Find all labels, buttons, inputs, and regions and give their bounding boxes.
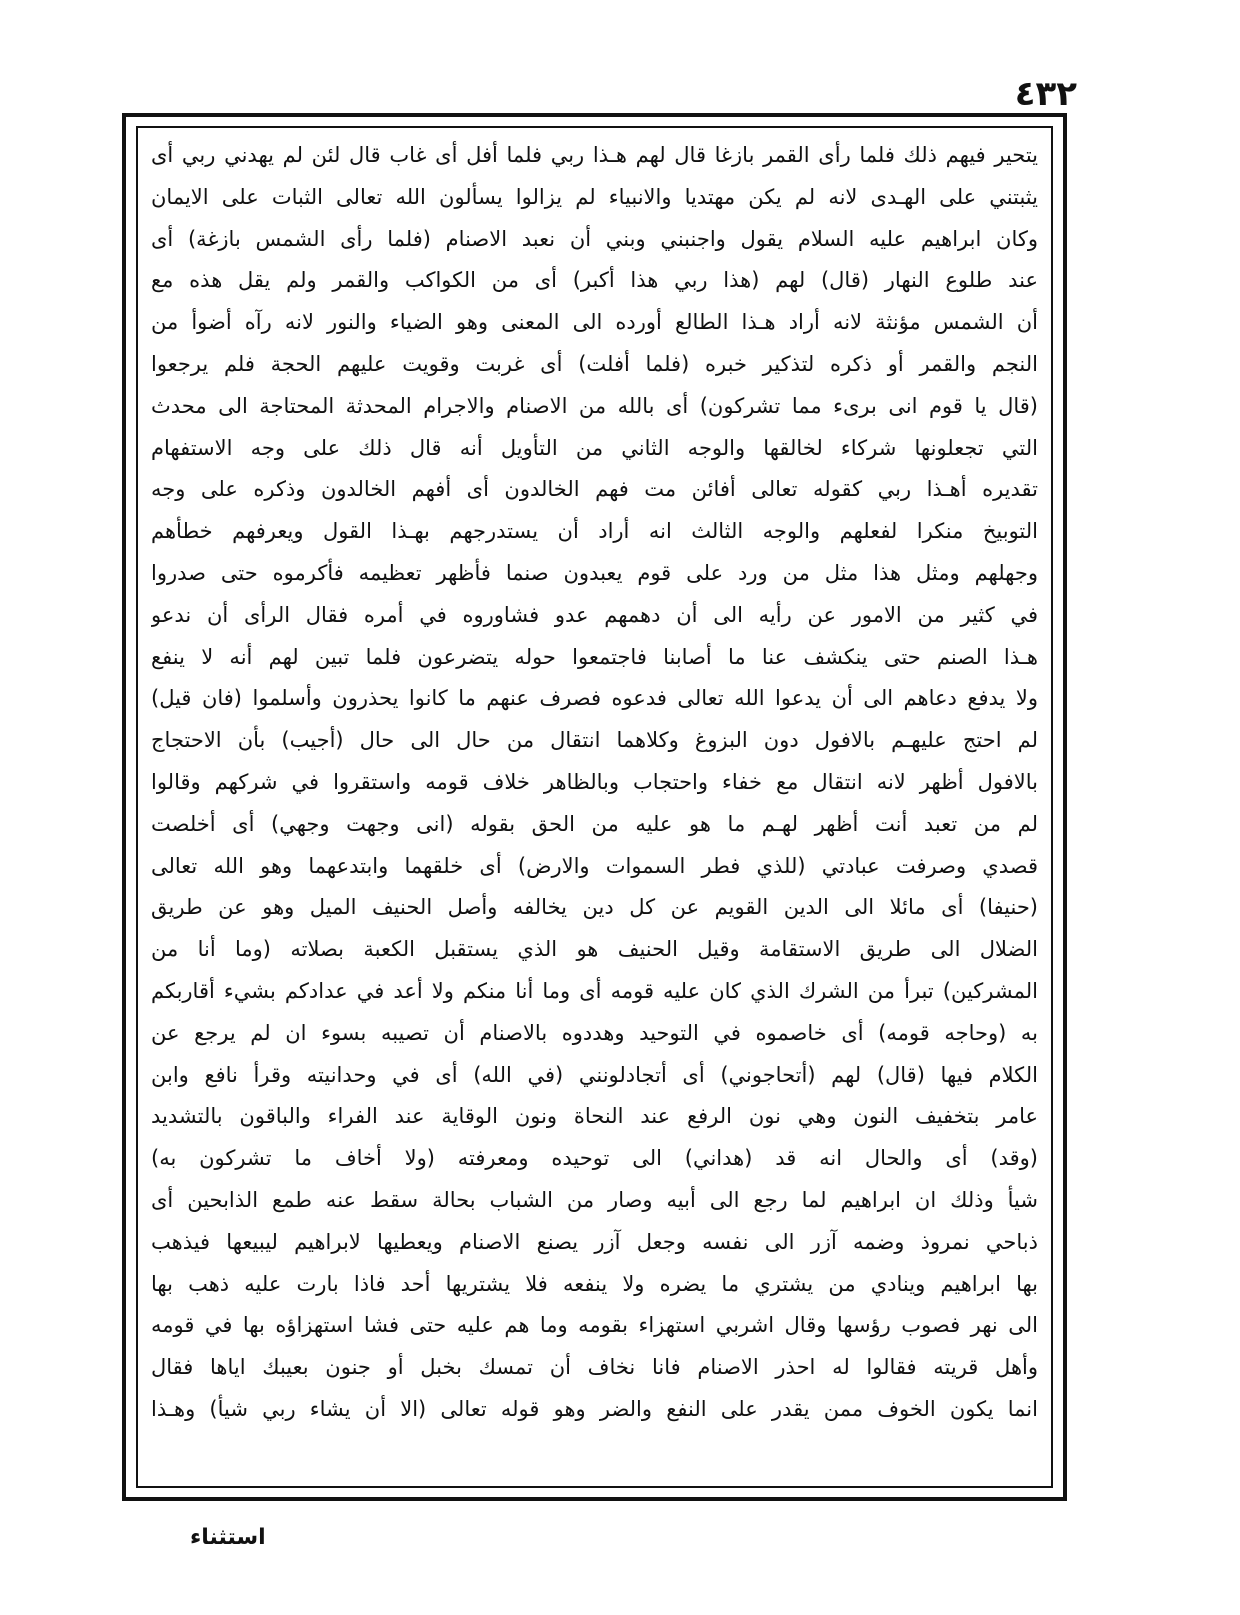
text-line: وكان ابراهيم عليه السلام يقول واجنبني وبني أن نعبد الاصنام (فلما رأى الشمس بازغة) أى [151,226,1038,251]
text-line: قصدي وصرفت عبادتي (للذي فطر السموات والارض) أى خلقهما وابتدعهما وهو الله تعالى [151,853,1038,878]
main-text-block [151,135,1038,1485]
text-line: في كثير من الامور عن رأيه الى أن دهمهم عدو فشاوروه في أمره فقال الرأى أن ندعو [151,602,1038,627]
text-line: بالافول أظهر لانه انتقال مع خفاء واحتجاب وبالظاهر خلاف قومه واستقروا في شركهم وقالوا [151,769,1038,794]
text-line: ذباحي نمروذ وضمه آزر الى نفسه وجعل آزر يصنع الاصنام ويعطيها لابراهيم ليبيعها فيذهب [151,1229,1038,1254]
text-line: به (وحاجه قومه) أى خاصموه في التوحيد وهددوه بالاصنام أن تصيبه بسوء ان لم يرجع عن [151,1020,1038,1045]
text-line: عامر بتخفيف النون وهي نون الرفع عند النحاة ونون الوقاية عند الفراء والباقون بالتشديد [151,1104,1038,1129]
text-line: الى نهر فصوب رؤسها وقال اشربي استهزاء بقومه وما هم عليه حتى فشا استهزاؤه بها في قومه [151,1313,1038,1338]
text-line: الكلام فيها (قال) لهم (أتحاجوني) أى أتجادلونني (في الله) أى في وحدانيته وقرأ نافع وابن [151,1062,1038,1087]
text-line: لم احتج عليهـم بالافول دون البزوغ وكلاهما انتقال من حال الى حال (أجيب) بأن الاحتجاج [151,728,1038,753]
text-line: الضلال الى طريق الاستقامة وقيل الحنيف هو الذي يستقبل الكعبة بصلاته (وما أنا من [151,937,1038,962]
text-line: ولا يدفع دعاهم الى أن يدعوا الله تعالى فدعوه فصرف عنهم ما كانوا يحذرون وأسلموا (فان قيل) [151,686,1038,711]
text-line: (وقد) أى والحال انه قد (هداني) الى توحيده ومعرفته (ولا أخاف ما تشركون به) [151,1146,1038,1171]
text-line: شيأ وذلك ان ابراهيم لما رجع الى أبيه وصار من الشباب بحالة سقط عنه طمع الذابحين أى [151,1187,1038,1212]
text-line: هـذا الصنم حتى ينكشف عنا ما أصابنا فاجتمعوا حوله يتضرعون فلما تبين لهم أنه لا ينفع [151,644,1038,669]
page-number: ٤٣٢ [1014,74,1077,114]
text-line: التوبيخ منكرا لفعلهم والوجه الثالث انه أراد أن يستدرجهم بهـذا القول ويعرفهم خطأهم [151,519,1038,544]
text-line: عند طلوع النهار (قال) لهم (هذا ربي هذا أكبر) أى من الكواكب والقمر ولم يقل هذه مع [151,268,1038,293]
text-line: أن الشمس مؤنثة لانه أراد هـذا الطالع أورده الى المعنى وهو الضياء والنور لانه رآه أضوأ من [151,310,1038,335]
text-line: وجهلهم ومثل هذا مثل من ورد على قوم يعبدون صنما فأظهر تعظيمه فأكرموه حتى صدروا [151,560,1038,585]
text-line: المشركين) تبرأ من الشرك الذي كان عليه قومه أى وما أنا منكم ولا أعد في عدادكم بشيء أقاربكم [151,978,1038,1003]
text-line: لم من تعبد أنت أظهر لهـم ما هو عليه من الحق بقوله (انى وجهت وجهي) أى أخلصت [151,811,1038,836]
page-border-outer [122,113,1067,1501]
text-line: النجم والقمر أو ذكره لتذكير خبره (فلما أفلت) أى غربت وقويت عليهم الحجة فلم يرجعوا [151,351,1038,376]
text-line: يثبتني على الهـدى لانه لم يكن مهتديا والانبياء لم يزالوا يسألون الله تعالى الثبات على الايمان [151,184,1038,209]
text-line: بها ابراهيم وينادي من يشتري ما يضره ولا ينفعه فلا يشتريها أحد فاذا بارت عليه ذهب بها [151,1271,1038,1296]
text-line: وأهل قريته فقالوا له احذر الاصنام فانا نخاف أن تمسك بخبل أو جنون بعيبك اياها فقال [151,1355,1038,1380]
text-line: (قال يا قوم انى برىء مما تشركون) أى بالله من الاصنام والاجرام المحدثة المحتاجة الى محدث [151,393,1038,418]
text-line: يتحير فيهم ذلك فلما رأى القمر بازغا قال لهم هـذا ربي فلما أفل أى غاب قال لئن لم يهدني ربي أى [151,143,1038,167]
catchword: استثناء [190,1525,266,1550]
text-line: انما يكون الخوف ممن يقدر على النفع والضر وهو قوله تعالى (الا أن يشاء ربي شيأ) وهـذا [151,1396,1038,1421]
text-line: (حنيفا) أى مائلا الى الدين القويم عن كل دين يخالفه وأصل الحنيف الميل وهو عن طريق [151,895,1038,920]
text-line: تقديره أهـذا ربي كقوله تعالى أفائن مت فهم الخالدون أى أفهم الخالدون وذكره على وجه [151,477,1038,502]
text-line: التي تجعلونها شركاء لخالقها والوجه الثاني من التأويل أنه قال ذلك على وجه الاستفهام [151,435,1038,460]
